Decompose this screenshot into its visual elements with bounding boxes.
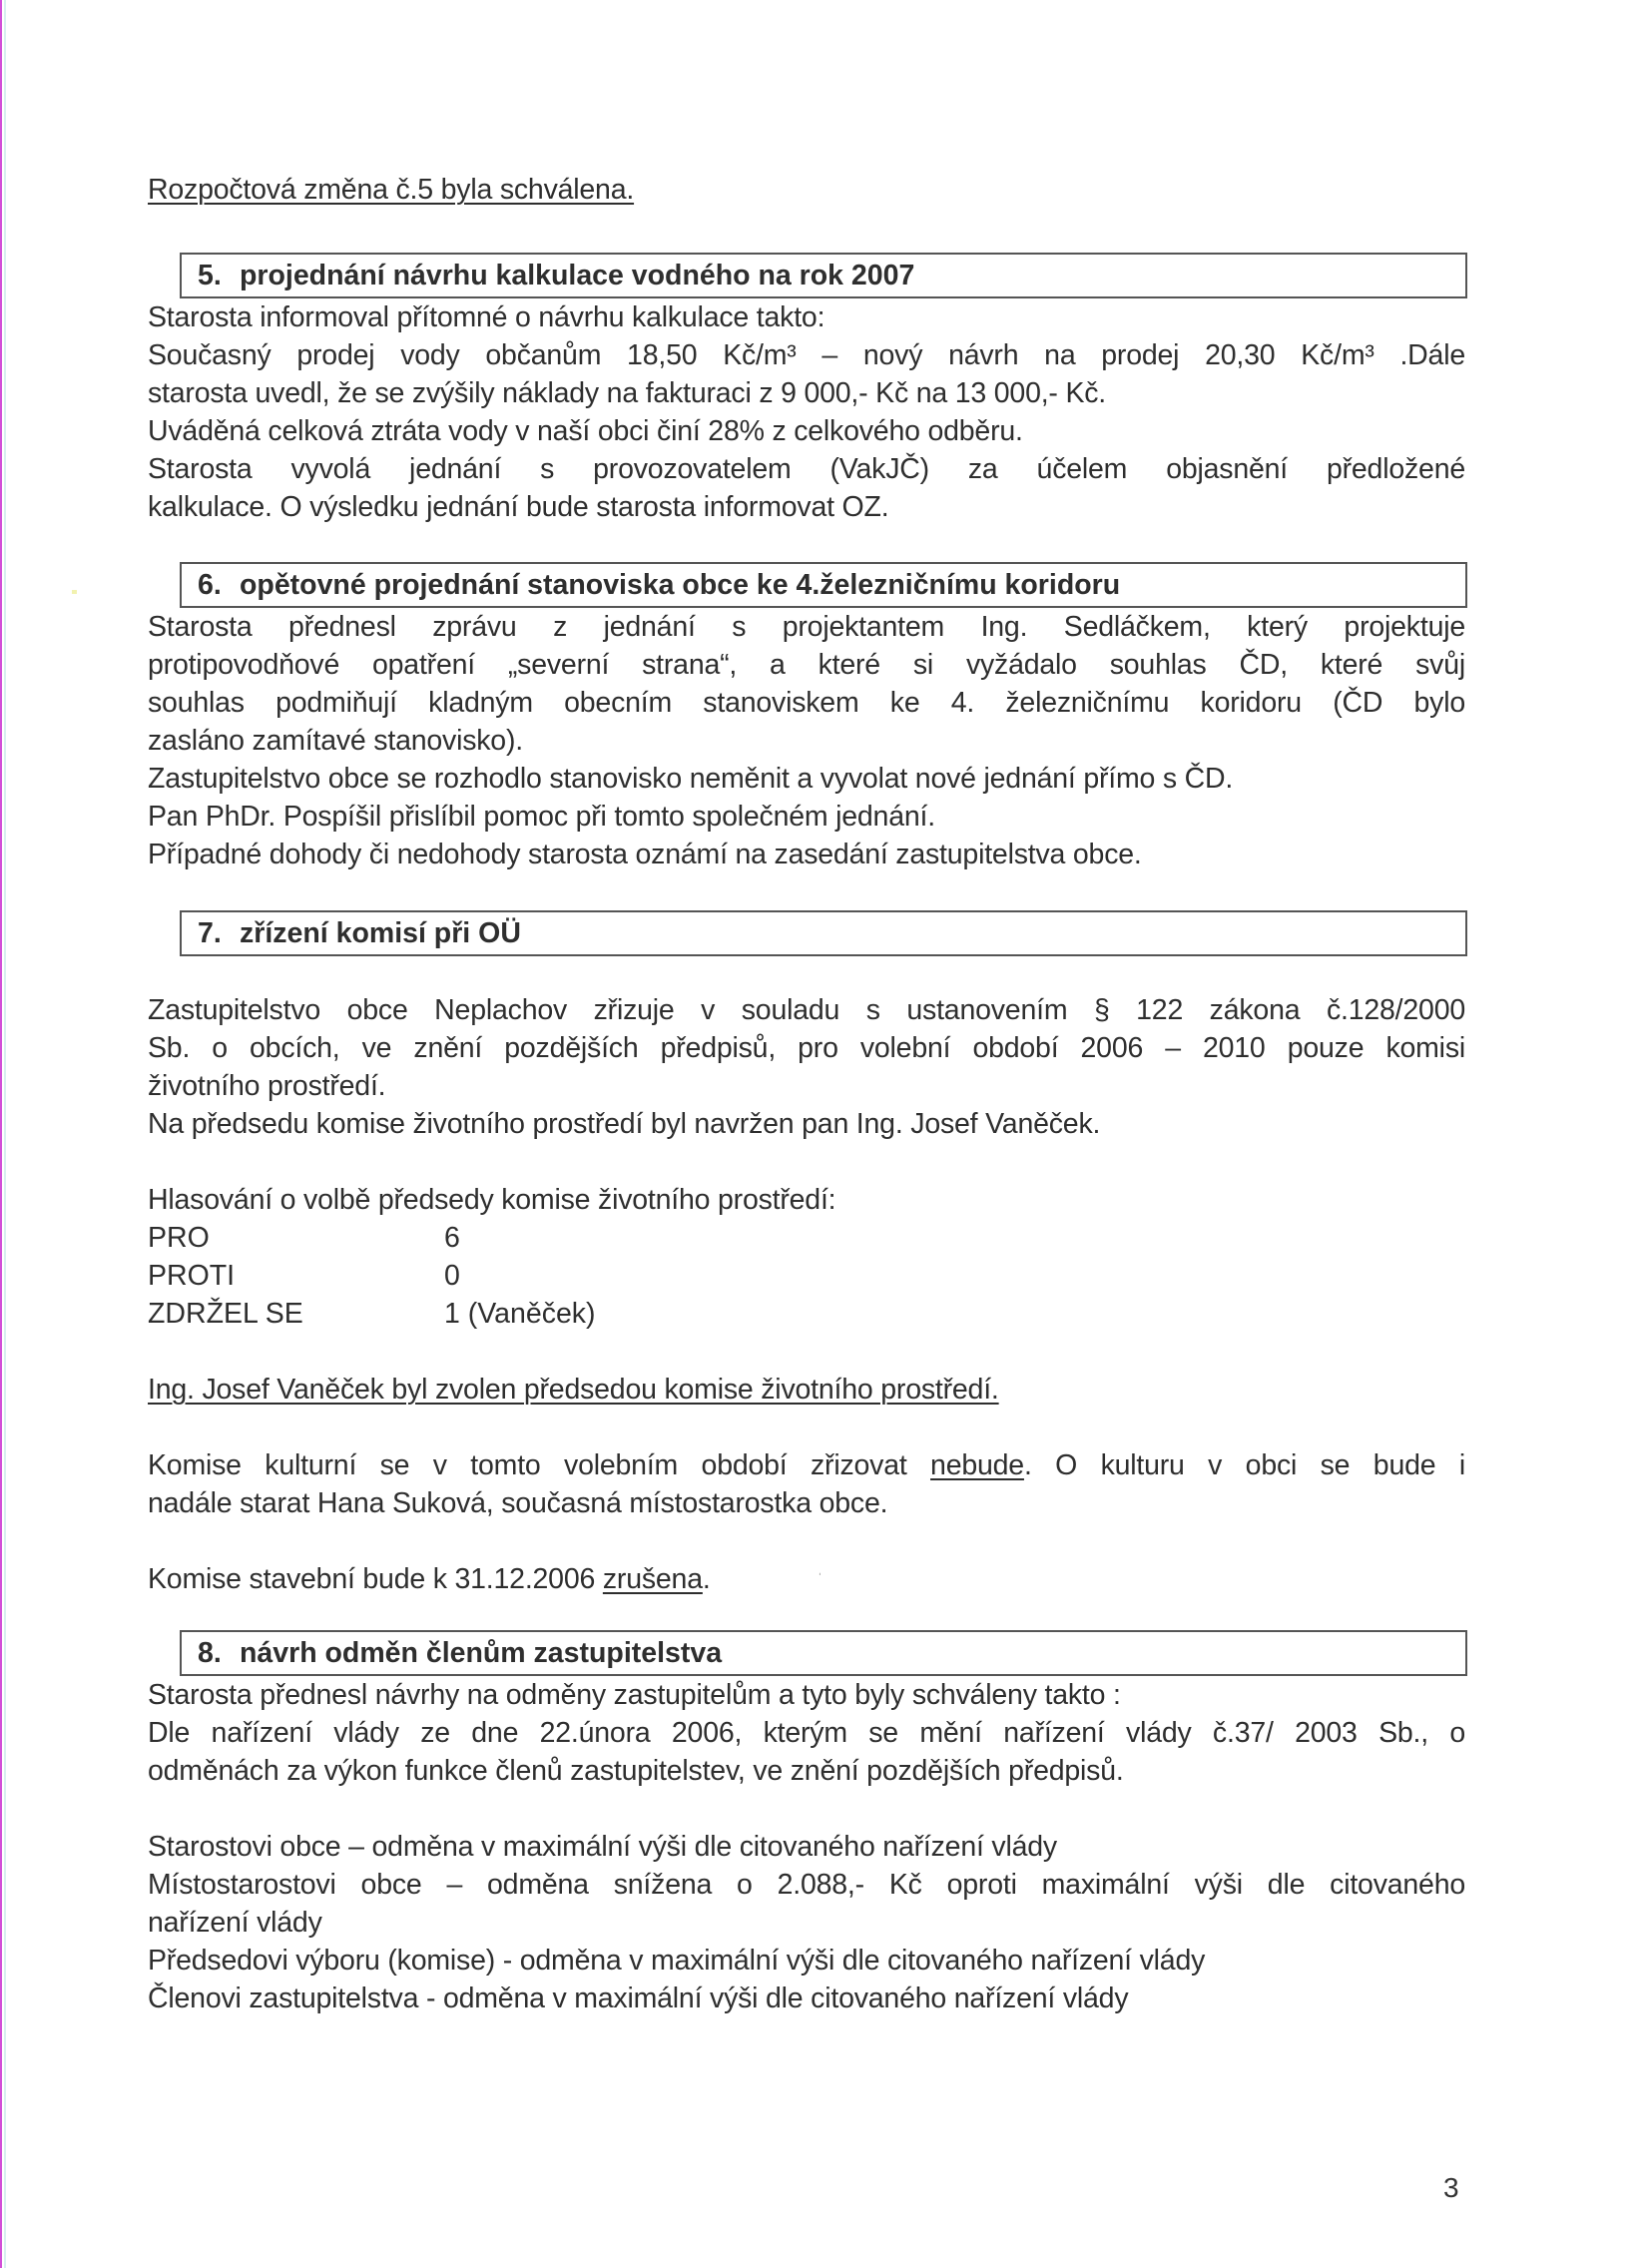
reward-line: Starostovi obce – odměna v maximální výši dle citovaného nařízení vlády: [148, 1831, 1057, 1863]
section-8-header-box: [180, 1630, 1467, 1676]
section-5-header-box: [180, 253, 1467, 298]
reward-line: Předsedovi výboru (komise) - odměna v maximální výši dle citovaného nařízení vlády: [148, 1945, 1206, 1977]
section-5-line: starosta uvedl, že se zvýšily náklady na fakturaci z 9 000,- Kč na 13 000,- Kč.: [148, 377, 1107, 409]
section-5-line: Starosta informoval přítomné o návrhu kalkulace takto:: [148, 301, 825, 333]
vote-value-zdrzel: 1 (Vaněček): [444, 1298, 596, 1330]
section-5-line: Současný prodej vody občanům 18,50 Kč/m³ – nový návrh na prodej 20,30 Kč/m³ .Dále: [148, 339, 1465, 371]
reward-line: Členovi zastupitelstva - odměna v maximální výši dle citovaného nařízení vlády: [148, 1983, 1129, 2014]
vote-label-zdrzel: ZDRŽEL SE: [148, 1298, 303, 1330]
culture-committee-line-2: nadále starat Hana Suková, současná místostarostka obce.: [148, 1487, 888, 1519]
not-established-text: nebude: [930, 1449, 1024, 1481]
reward-line: nařízení vlády: [148, 1907, 322, 1939]
scan-edge-line: [0, 0, 2, 2268]
section-6-line: Zastupitelstvo obce se rozhodlo stanovisko neměnit a vyvolat nové jednání přímo s ČD.: [148, 763, 1234, 795]
section-6-line: Starosta přednesl zprávu z jednání s projektantem Ing. Sedláčkem, který projektuje: [148, 611, 1465, 643]
section-7-line: Na předsedu komise životního prostředí byl navržen pan Ing. Josef Vaněček.: [148, 1108, 1101, 1140]
section-5-title: 5. projednání návrhu kalkulace vodného na rok 2007: [198, 260, 915, 291]
section-7-number: 7.: [198, 917, 222, 949]
scan-tick-mark: ˈ: [818, 1570, 823, 1586]
section-7-line: Zastupitelstvo obce Neplachov zřizuje v souladu s ustanovením § 122 zákona č.128/2000: [148, 994, 1465, 1026]
section-8-line: odměnách za výkon funkce členů zastupitelstev, ve znění pozdějších předpisů.: [148, 1755, 1124, 1787]
section-5-line: Starosta vyvolá jednání s provozovatelem (VakJČ) za účelem objasnění předložené: [148, 453, 1465, 485]
section-7-header-box: [180, 910, 1467, 956]
reward-line: Místostarostovi obce – odměna snížena o 2.088,- Kč oproti maximální výši dle citovaného: [148, 1869, 1465, 1901]
section-8-title: 8. návrh odměn členům zastupitelstva: [198, 1637, 723, 1669]
vote-label-pro: PRO: [148, 1222, 210, 1254]
section-7-line: životního prostředí.: [148, 1070, 386, 1102]
vote-heading: Hlasování o volbě předsedy komise životního prostředí:: [148, 1184, 836, 1216]
section-6-line: Pan PhDr. Pospíšil přislíbil pomoc při tomto společném jednání.: [148, 801, 935, 833]
section-6-number: 6.: [198, 569, 222, 601]
section-5-number: 5.: [198, 260, 222, 291]
section-6-line: protipovodňové opatření „severní strana“, a které si vyžádalo souhlas ČD, které svůj: [148, 649, 1465, 681]
budget-approval-note: Rozpočtová změna č.5 byla schválena.: [148, 174, 635, 206]
section-6-title: 6. opětovné projednání stanoviska obce ke 4.železničnímu koridoru: [198, 569, 1121, 601]
vote-value-proti: 0: [444, 1260, 460, 1292]
vote-result: Ing. Josef Vaněček byl zvolen předsedou komise životního prostředí.: [148, 1374, 999, 1406]
section-5-line: kalkulace. O výsledku jednání bude starosta informovat OZ.: [148, 491, 889, 523]
section-6-line: Případné dohody či nedohody starosta oznámí na zasedání zastupitelstva obce.: [148, 839, 1142, 870]
vote-value-pro: 6: [444, 1222, 460, 1254]
section-6-line: souhlas podmiňují kladným obecním stanoviskem ke 4. železničnímu koridoru (ČD bylo: [148, 687, 1465, 719]
section-7-title: 7. zřízení komisí při OÜ: [198, 917, 521, 949]
section-8-line: Starosta přednesl návrhy na odměny zastupitelům a tyto byly schváleny takto :: [148, 1679, 1121, 1711]
culture-committee-line: Komise kulturní se v tomto volebním období zřizovat nebude. O kulturu v obci se bude i: [148, 1449, 1465, 1481]
building-committee-line: Komise stavební bude k 31.12.2006 zrušena.: [148, 1563, 711, 1595]
section-8-number: 8.: [198, 1637, 222, 1669]
section-7-line: Sb. o obcích, ve znění pozdějších předpisů, pro volební období 2006 – 2010 pouze komisi: [148, 1032, 1465, 1064]
vote-label-proti: PROTI: [148, 1260, 236, 1292]
section-5-line: Uváděná celková ztráta vody v naší obci činí 28% z celkového odběru.: [148, 415, 1023, 447]
page-number: 3: [1443, 2172, 1459, 2203]
cancelled-text: zrušena: [602, 1563, 703, 1595]
section-8-line: Dle nařízení vlády ze dne 22.února 2006, kterým se mění nařízení vlády č.37/ 2003 Sb., o: [148, 1717, 1465, 1749]
scan-speck: [72, 590, 77, 594]
section-6-line: zasláno zamítavé stanovisko).: [148, 725, 523, 757]
section-6-header-box: [180, 562, 1467, 608]
scan-edge-shadow: [4, 0, 6, 2268]
